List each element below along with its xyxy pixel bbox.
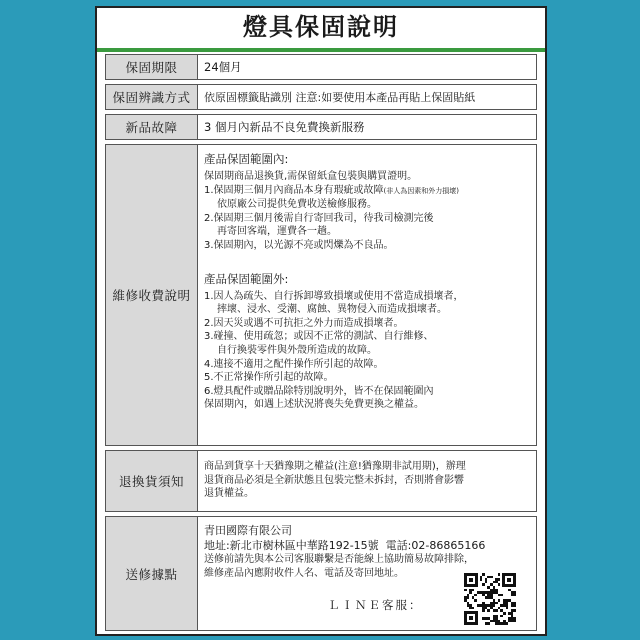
- service-details: [198, 517, 536, 630]
- out-scope-line: 2.因天災或遇不可抗拒之外力而造成損壞者。: [204, 317, 404, 329]
- service-line: 維修產品內應附收件人名、電話及寄回地址。: [204, 567, 404, 579]
- in-scope-line: 依原廠公司提供免費收送檢修服務。: [217, 199, 377, 211]
- repair-details: [198, 145, 536, 445]
- out-scope-line: 6.燈具配件或贈品除特別說明外，皆不在保固範圍內: [204, 385, 434, 397]
- row-label: 保固期限: [106, 55, 198, 79]
- in-scope-line: 再寄回客端，運費各一趟。: [217, 226, 337, 238]
- row-service-point: [105, 516, 537, 631]
- out-scope-line: 1.因人為疏失、自行拆卸導致損壞或使用不當造成損壞者，: [204, 290, 464, 302]
- page-title: 燈具保固說明: [243, 13, 399, 41]
- in-scope-line: 保固期商品退換貨,需保留紙盒包裝與購買證明。: [204, 171, 418, 182]
- out-scope-title: 產品保固範圍外:: [204, 271, 289, 286]
- row-warranty-period: [105, 54, 537, 80]
- service-line: 送修前請先與本公司客服聯繫是否能線上協助簡易故障排除，: [204, 554, 474, 565]
- title-divider: [97, 48, 545, 52]
- return-line: 商品到貨享十天猶豫期之權益(注意!猶豫期非試用期)，辦理: [204, 461, 466, 472]
- company-contact: [204, 538, 530, 553]
- out-scope-line: 摔壞、浸水、受潮、腐蝕、異物侵入而造成損壞者。: [217, 304, 447, 316]
- company-name: 青田國際有限公司: [204, 524, 292, 537]
- out-scope-line: 保固期內，如遇上述狀況將喪失免費更換之權益。: [204, 399, 424, 411]
- out-scope-line: 自行換裝零件與外殼所造成的故障。: [217, 344, 377, 356]
- warranty-card: [95, 6, 547, 636]
- row-warranty-identify: [105, 84, 537, 110]
- company-phone: 電話:02-86865166: [385, 539, 486, 552]
- row-label: 保固辨識方式: [106, 85, 198, 109]
- company-address: 地址:新北市樹林區中華路192-15號: [204, 539, 379, 552]
- in-scope-line: 2.保固期三個月後需自行寄回我司，待我司檢測完後: [204, 212, 434, 224]
- return-line: 退貨權益。: [204, 488, 254, 500]
- out-scope-line: 3.碰撞、使用疏忽；或因不正常的測試、自行維修、: [204, 331, 434, 343]
- row-value: 依原固標籤貼識別 注意:如要使用本產品再貼上保固貼紙: [204, 91, 476, 104]
- out-scope-line: 5.不正常操作所引起的故障。: [204, 372, 334, 384]
- out-scope-line: 4.連接不適用之配件操作所引起的故障。: [204, 358, 384, 370]
- row-label: 新品故障: [106, 115, 198, 139]
- row-label: 維修收費說明: [106, 145, 198, 445]
- row-label: 送修據點: [106, 517, 198, 630]
- row-value: 3 個月內新品不良免費換新服務: [204, 120, 365, 134]
- line-qr-code[interactable]: [464, 573, 516, 625]
- row-new-defect: [105, 114, 537, 140]
- line-service-label: ＬＩＮＥ客服：: [328, 598, 423, 612]
- in-scope-note: (非人為因素和外力損壞): [383, 186, 460, 195]
- row-label: 退換貨須知: [106, 451, 198, 511]
- in-scope-line: 3.保固期內，以光源不亮或閃爍為不良品。: [204, 239, 394, 251]
- row-return-policy: [105, 450, 537, 512]
- row-repair-fee: [105, 144, 537, 446]
- row-value: 24個月: [204, 60, 242, 74]
- in-scope-title: 產品保固範圍內:: [204, 152, 289, 166]
- in-scope-line: 1.保固期三個月內商品本身有瑕疵或故障(非人為因素和外力損壞): [204, 184, 460, 196]
- return-line: 退貨商品必須是全新狀態且包裝完整未拆封，否則將會影響: [204, 474, 464, 486]
- return-details: [198, 451, 536, 511]
